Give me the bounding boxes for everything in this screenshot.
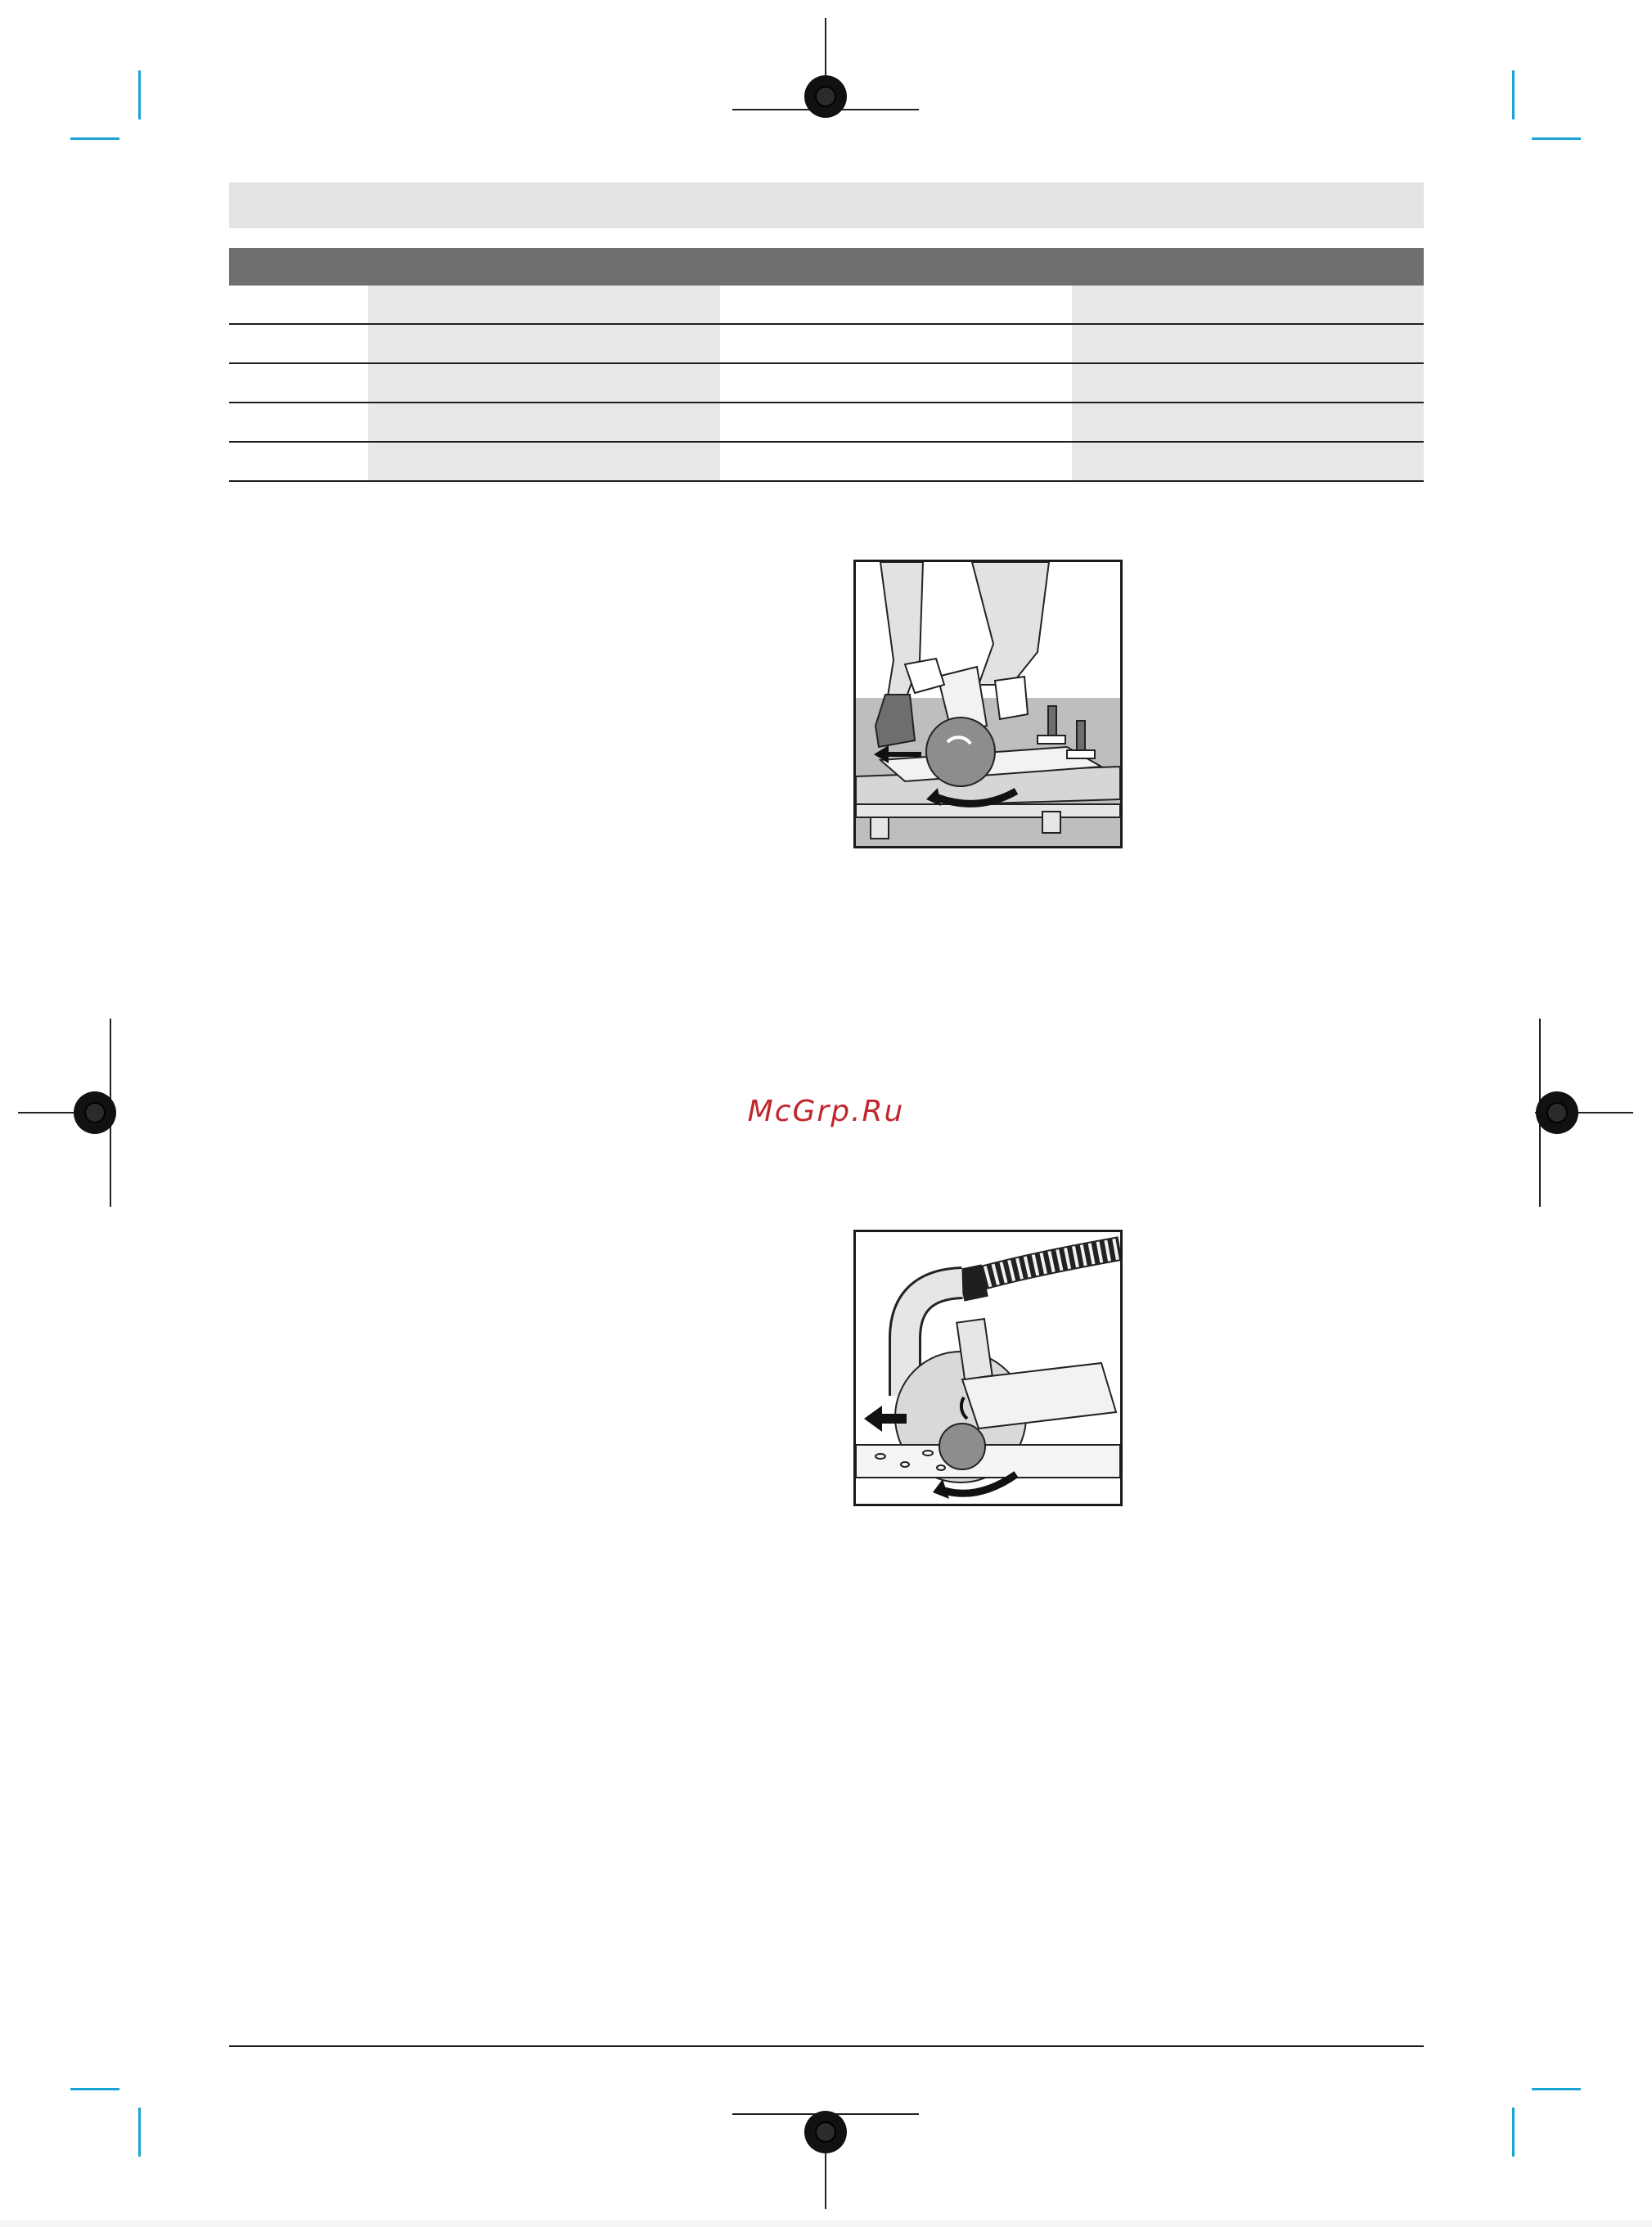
illustration-angle-grinder-dust-extraction (856, 1232, 1120, 1504)
crop-mark-top-left-vertical (138, 70, 141, 119)
registration-mark-top (804, 75, 847, 118)
table-row (229, 403, 1424, 443)
watermark-text: McGrp.Ru (747, 1095, 905, 1128)
spec-table (229, 248, 1424, 482)
figure-cutting-stone-on-workbench (853, 560, 1123, 848)
bottom-edge (0, 2220, 1652, 2227)
table-row (229, 443, 1424, 482)
crop-mark-top-right-horizontal (1532, 137, 1581, 140)
footer-rule (229, 2045, 1424, 2047)
crop-mark-bottom-right-vertical (1512, 2108, 1515, 2157)
figure-cutting-with-dust-extraction (853, 1230, 1123, 1506)
section-title-bar (229, 182, 1424, 228)
table-row (229, 286, 1424, 325)
crop-mark-top-right-vertical (1512, 70, 1515, 119)
table-row (229, 325, 1424, 364)
crop-mark-top-left-horizontal (70, 137, 119, 140)
crop-mark-bottom-left-horizontal (70, 2088, 119, 2090)
spec-table-header (229, 248, 1424, 286)
crop-mark-bottom-left-vertical (138, 2108, 141, 2157)
table-row (229, 364, 1424, 403)
illustration-angle-grinder-workbench (856, 562, 1120, 846)
crop-mark-bottom-right-horizontal (1532, 2088, 1581, 2090)
registration-mark-bottom (804, 2111, 847, 2153)
